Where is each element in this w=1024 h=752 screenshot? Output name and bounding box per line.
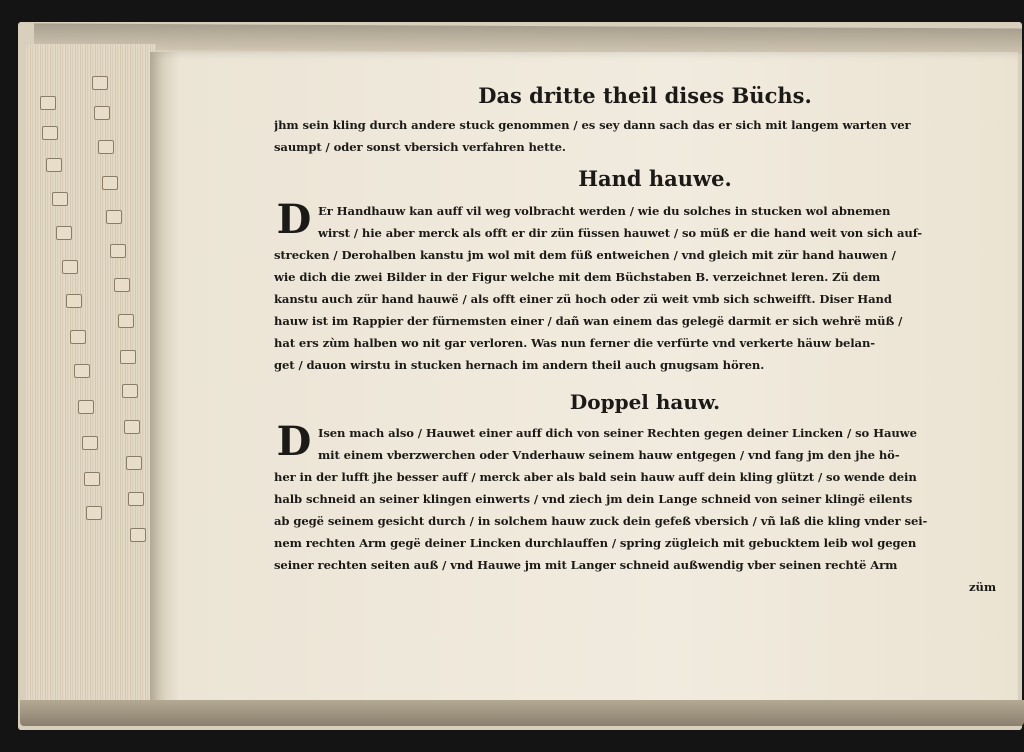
thumb-tab [46, 158, 62, 172]
thumb-tab [62, 260, 78, 274]
thumb-tab [40, 96, 56, 110]
book-top-edge [34, 23, 1022, 54]
thumb-tab [84, 472, 100, 486]
thumb-tab [82, 436, 98, 450]
drop-cap-initial: D [276, 418, 312, 465]
catchword: züm [969, 580, 996, 594]
body-line: wirst / hie aber merck als offt er dir zün füssen hauwet / so müß er die hand weit von sich auf- [318, 226, 922, 240]
body-line: wie dich die zwei Bilder in der Figur welche mit dem Büchstaben B. verzeichnet leren. Zü dem [274, 270, 881, 284]
section-body-doppel-hauw [274, 418, 996, 598]
book-bottom-edge [20, 700, 1024, 726]
thumb-tab [86, 506, 102, 520]
thumb-tab [102, 176, 118, 190]
drop-cap-initial: D [276, 196, 312, 243]
thumb-tab [114, 278, 130, 292]
body-line: Er Handhauw kan auff vil weg volbracht werden / wie du solches in stucken wol abnemen [318, 204, 891, 218]
thumb-tab [124, 420, 140, 434]
thumb-tab [130, 528, 146, 542]
thumb-tab [118, 314, 134, 328]
body-line: nem rechten Arm gegë deiner Lincken durchlauffen / spring zügleich mit gebucktem leib wol gegen [274, 536, 917, 550]
intro-line: jhm sein kling durch andere stuck genommen / es sey dann sach das er sich mit langem warten ver [274, 118, 911, 132]
thumb-tab [94, 106, 110, 120]
body-line: strecken / Derohalben kanstu jm wol mit dem füß entweichen / vnd gleich mit zür hand hauwen / [274, 248, 896, 262]
body-line: mit einem vberzwerchen oder Vnderhauw seinem hauw entgegen / vnd fang jm den jhe hö- [318, 448, 900, 462]
thumb-tab [66, 294, 82, 308]
body-line: her in der lufft jhe besser auff / merck aber als bald sein hauw auff dein kling glützt / so wende dein [274, 470, 917, 484]
body-line: ab gegë seinem gesicht durch / in solchem hauw zuck dein gefeß vbersich / vñ laß die kling vnder sei- [274, 514, 928, 528]
thumb-tab [56, 226, 72, 240]
body-line: get / dauon wirstu in stucken hernach im andern theil auch gnugsam hören. [274, 358, 765, 372]
thumb-tab [52, 192, 68, 206]
thumb-tab [120, 350, 136, 364]
thumb-tab [110, 244, 126, 258]
body-line: hat ers zùm halben wo nit gar verloren. Was nun ferner die verfürte vnd verkerte häuw belan- [274, 336, 875, 350]
thumb-tab [42, 126, 58, 140]
thumb-tab [122, 384, 138, 398]
section-body-hand-hauwe [274, 196, 996, 376]
thumb-tab [74, 364, 90, 378]
intro-line: saumpt / oder sonst vbersich verfahren hette. [274, 140, 566, 154]
thumb-tab [70, 330, 86, 344]
thumb-tab [106, 210, 122, 224]
section-title-doppel-hauw: Doppel hauw. [569, 390, 721, 414]
body-line: seiner rechten seiten auß / vnd Hauwe jm mit Langer schneid außwendig vber seinen rechtë Arm [274, 558, 898, 572]
page-text [274, 78, 996, 598]
thumb-tab [78, 400, 94, 414]
left-page-stack [26, 44, 156, 714]
body-line: Isen mach also / Hauwet einer auff dich von seiner Rechten gegen deiner Lincken / so Hauwe [318, 426, 917, 440]
running-head: Das dritte theil dises Büchs. [478, 83, 812, 108]
thumb-tab [92, 76, 108, 90]
thumb-tab [126, 456, 142, 470]
body-line: halb schneid an seiner klingen einwerts / vnd ziech jm dein Lange schneid von seiner klingë eilents [274, 492, 913, 506]
body-line: hauw ist im Rappier der fürnemsten einer / dañ wan einem das gelegë darmit er sich wehrë müß / [274, 314, 903, 328]
body-line: kanstu auch zür hand hauwë / als offt einer zü hoch oder zü weit vmb sich schweifft. Diser Hand [274, 292, 892, 306]
thumb-tab [98, 140, 114, 154]
section-title-hand-hauwe: Hand hauwe. [578, 166, 732, 191]
thumb-tab [128, 492, 144, 506]
